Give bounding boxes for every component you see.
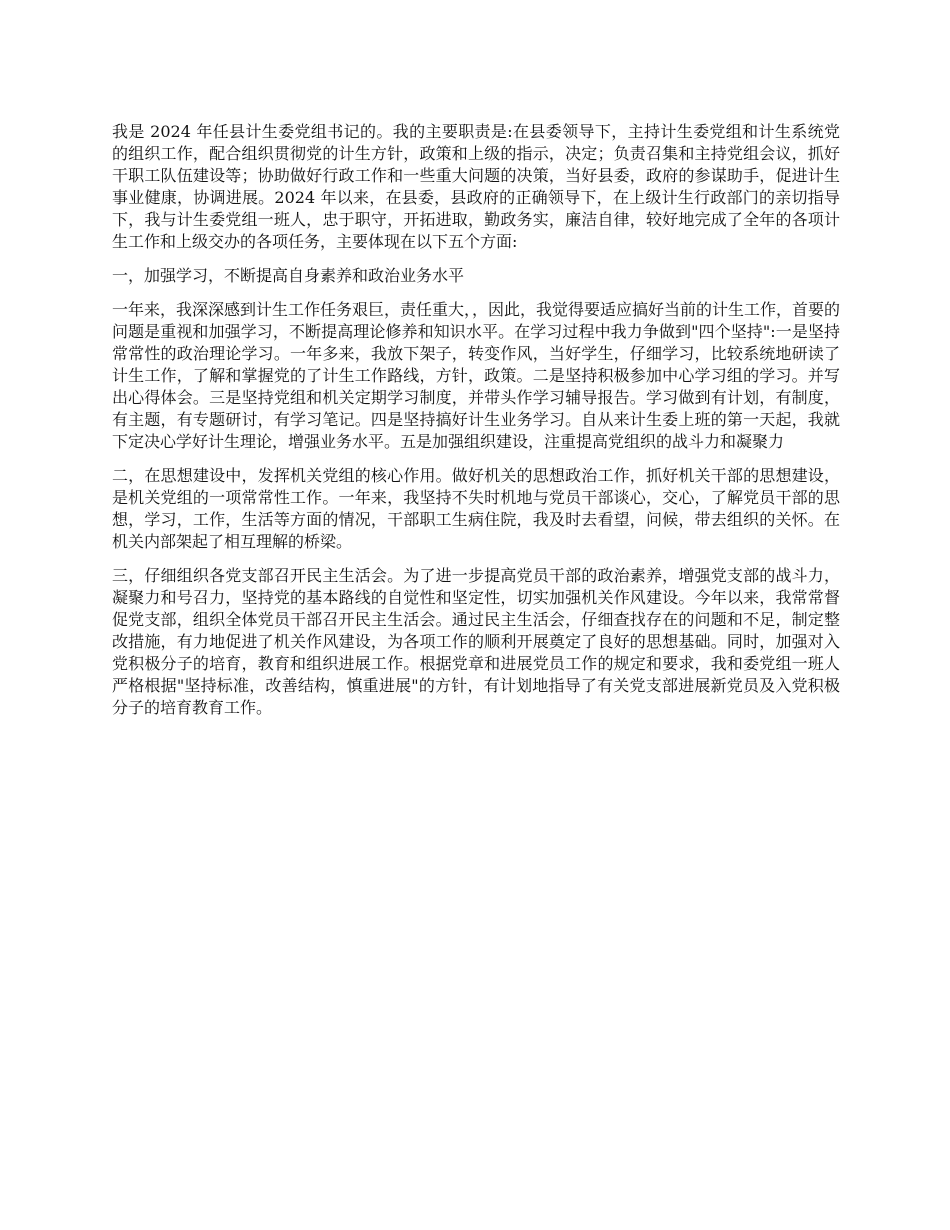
intro-paragraph: 我是 2024 年任县计生委党组书记的。我的主要职责是:在县委领导下，主持计生委党组和计生系统党的组织工作，配合组织贯彻党的计生方针，政策和上级的指示，决定；负责召集和主持党组会议，抓好干职工队伍建设等；协助做好行政工作和一些重大问题的决策，当好县委，政府的参谋助手，促进计生事业健康，协调进展。2024 年以来，在县委，县政府的正确领导下，在上级计生行政部门的亲切指导下，我与计生委党组一班人，忠于职守，开拓进取，勤政务实，廉洁自律，较好地完成了全年的各项计生工作和上级交办的各项任务，主要体现在以下五个方面: bbox=[112, 122, 840, 251]
document-page bbox=[112, 121, 840, 731]
ideology-paragraph: 二，在思想建设中，发挥机关党组的核心作用。做好机关的思想政治工作，抓好机关干部的思想建设，是机关党组的一项常常性工作。一年来，我坚持不失时机地与党员干部谈心，交心，了解党员干部的思想，学习，工作，生活等方面的情况，干部职工生病住院，我及时去看望，问候，带去组织的关怀。在机关内部架起了相互理解的桥梁。 bbox=[112, 466, 840, 551]
democratic-life-paragraph: 三，仔细组织各党支部召开民主生活会。为了进一步提高党员干部的政治素养，增强党支部的战斗力，凝聚力和号召力，坚持党的基本路线的自觉性和坚定性，切实加强机关作风建设。今年以来，我常常督促党支部，组织全体党员干部召开民主生活会。通过民主生活会，仔细查找存在的问题和不足，制定整改措施，有力地促进了机关作风建设，为各项工作的顺利开展奠定了良好的思想基础。同时，加强对入党积极分子的培育，教育和组织进展工作。根据党章和进展党员工作的规定和要求，我和委党组一班人严格根据"坚持标准，改善结构，慎重进展"的方针，有计划地指导了有关党支部进展新党员及入党积极分子的培育教育工作。 bbox=[112, 566, 840, 717]
section-heading-1: 一，加强学习，不断提高自身素养和政治业务水平 bbox=[112, 266, 465, 285]
study-paragraph: 一年来，我深深感到计生工作任务艰巨，责任重大，，因此，我觉得要适应搞好当前的计生工作，首要的问题是重视和加强学习，不断提高理论修养和知识水平。在学习过程中我力争做到"四个坚持":一是坚持常常性的政治理论学习。一年多来，我放下架子，转变作风，当好学生，仔细学习，比较系统地研读了计生工作，了解和掌握党的了计生工作路线，方针，政策。二是坚持积极参加中心学习组的学习。并写出心得体会。三是坚持党组和机关定期学习制度，并带头作学习辅导报告。学习做到有计划，有制度，有主题，有专题研讨，有学习笔记。四是坚持搞好计生业务学习。自从来计生委上班的第一天起，我就下定决心学好计生理论，增强业务水平。五是加强组织建设，注重提高党组织的战斗力和凝聚力 bbox=[112, 300, 841, 451]
